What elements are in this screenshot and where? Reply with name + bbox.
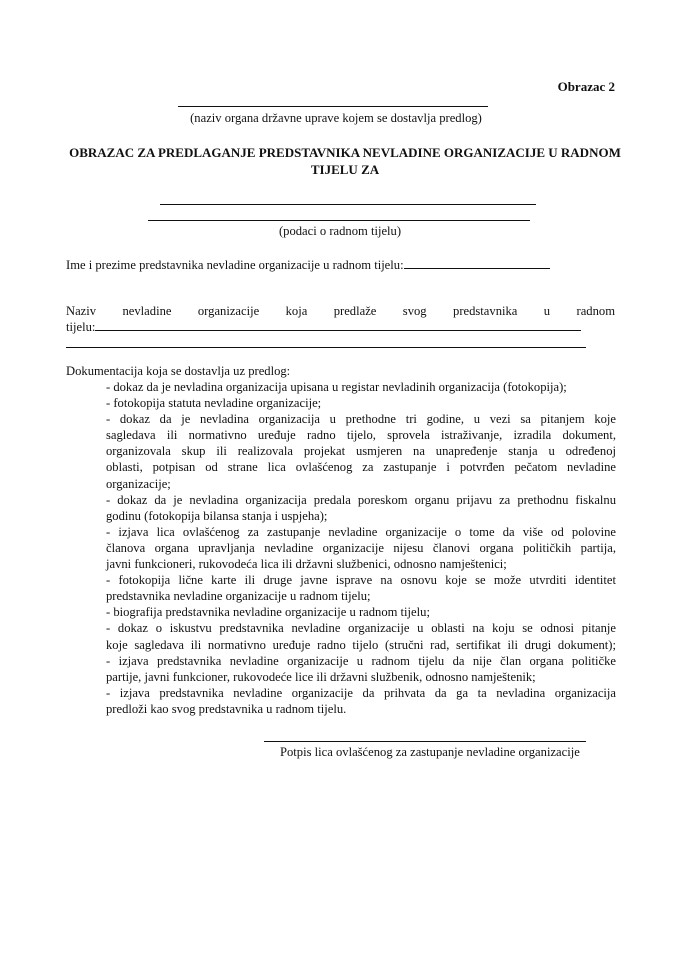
documentation-line: predloži kao svog predstavnika u radnom tijelu. xyxy=(106,701,347,716)
documentation-line: - izjava predstavnika nevladine organizacije u radnom tijelu da nije član organa političke xyxy=(106,653,616,668)
documentation-line: predstavnika nevladine organizacije u radnom tijelu; xyxy=(106,589,371,604)
form-number: Obrazac 2 xyxy=(557,79,615,94)
signature-caption: Potpis lica ovlašćenog za zastupanje nevladine organizacije xyxy=(280,745,580,759)
documentation-line: - dokaz da je nevladina organizacija u prethodne tri godine, u vezi sa pitanjem koje xyxy=(106,412,616,427)
form-title: OBRAZAC ZA PREDLAGANJE PREDSTAVNIKA NEVLADINE ORGANIZACIJE U RADNOM TIJELU ZA xyxy=(69,145,621,177)
working-body-line-2[interactable] xyxy=(148,220,530,221)
representative-row xyxy=(66,256,550,274)
documentation-line: - dokaz da je nevladina organizacija predala poreskom organu prijavu za prethodnu fiskalnu xyxy=(106,492,616,507)
documentation-line: javni funkcioneri, rukovodeća lica ili državni službenici, odnosno namještenici; xyxy=(106,557,507,572)
organization-label-line1: Naziv nevladine organizacije koja predlaže svog predstavnika u radnom xyxy=(66,304,615,318)
documentation-line: - izjava predstavnika nevladine organizacije da prihvata da ga ta nevladina organizacija xyxy=(106,685,616,700)
documentation-line: - biografija predstavnika nevladine organizacije u radnom tijelu; xyxy=(106,605,430,620)
documentation-line: - dokaz da je nevladina organizacija upisana u registar nevladinih organizacija (fotokopija); xyxy=(106,380,567,394)
documentation-line: organizacije; xyxy=(106,476,171,491)
signature-line[interactable] xyxy=(264,741,586,742)
documentation-line: organizovala skup ili realizovala projekat usmjeren na unapređenje stanja u određenoj xyxy=(106,444,616,459)
documentation-line: - fotokopija lične karte ili druge javne isprave na osnovu koje se može utvrditi identitet xyxy=(106,573,616,588)
organization-label-line2: tijelu: xyxy=(66,320,96,334)
documentation-line: koje sagledava ili normativno uređuje radno tijelo (stručni rad, sertifikat ili drugi dokument); xyxy=(106,637,616,652)
documentation-list xyxy=(106,379,616,717)
representative-label: Ime i prezime predstavnika nevladine organizacije u radnom tijelu: xyxy=(66,258,404,272)
representative-name-field[interactable] xyxy=(404,256,550,269)
documentation-line: - izjava lica ovlašćenog za zastupanje nevladine organizacije o tome da više od polovine xyxy=(106,524,616,539)
documentation-line: partije, javni funkcioner, rukovodeće lice ili državni službenik, odnosno namještenik; xyxy=(106,669,536,684)
organization-row xyxy=(66,318,581,336)
authority-caption: (naziv organa državne uprave kojem se dostavlja predlog) xyxy=(190,111,482,125)
authority-name-line[interactable] xyxy=(178,106,488,107)
documentation-line: godinu (fotokopija bilansa stanja i uspjeha); xyxy=(106,508,328,523)
organization-name-field[interactable] xyxy=(95,318,581,331)
organization-name-field-2[interactable] xyxy=(66,347,586,348)
documentation-line: - fotokopija statuta nevladine organizacije; xyxy=(106,396,322,411)
documentation-intro: Dokumentacija koja se dostavlja uz predlog: xyxy=(66,364,291,378)
documentation-line: članova organa upravljanja nevladine organizacije nijesu članovi organa političkih partija, xyxy=(106,540,616,555)
documentation-line: oblasti, potpisan od strane lica ovlašćenog za zastupanje i potvrđen pečatom nevladine xyxy=(106,460,616,475)
working-body-caption: (podaci o radnom tijelu) xyxy=(278,224,402,238)
documentation-line: - dokaz o iskustvu predstavnika nevladine organizacije u oblasti na koju se odnosi pitanje xyxy=(106,621,616,636)
working-body-line-1[interactable] xyxy=(160,204,536,205)
documentation-line: sagledava ili normativno uređuje radno tijelo, sprovela istraživanje, izradila dokument, xyxy=(106,428,616,443)
